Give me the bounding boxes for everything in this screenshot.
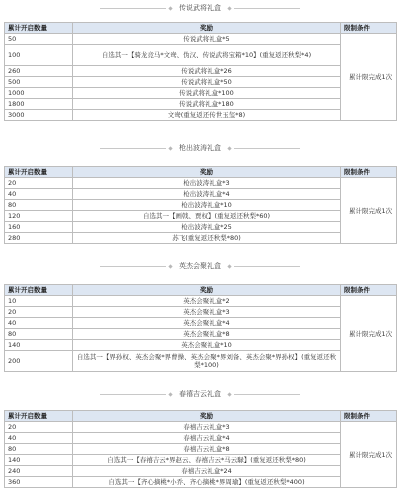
header-reward: 奖励: [73, 411, 341, 422]
section-title-text: 春禧吉云礼盒: [179, 390, 221, 398]
diamond-icon: [227, 264, 231, 268]
row-count: 3000: [5, 110, 73, 121]
row-reward: 英杰会聚礼盒*3: [73, 307, 341, 318]
row-reward: 英杰会聚礼盒*8: [73, 329, 341, 340]
row-reward: 自选其一【骑龙竞马*文鸯、伪汉、传说武将宝箱*10】(重复返还秋梨*4): [73, 45, 341, 66]
table-row: [5, 34, 397, 45]
title-divider-left: [100, 148, 166, 149]
row-reward: 传说武将礼盒*5: [73, 34, 341, 45]
header-reward: 奖励: [73, 167, 341, 178]
table-row: [5, 455, 397, 466]
row-reward: 枪出波涛礼盒*3: [73, 178, 341, 189]
row-count: 40: [5, 433, 73, 444]
title-divider-right: [234, 266, 300, 267]
row-reward: 枪出波涛礼盒*4: [73, 189, 341, 200]
diamond-icon: [168, 6, 172, 10]
row-count: 260: [5, 66, 73, 77]
row-reward: 春禧吉云礼盒*24: [73, 466, 341, 477]
row-count: 280: [5, 233, 73, 244]
section-title-text: 枪出波涛礼盒: [179, 144, 221, 152]
table-row: [5, 433, 397, 444]
row-count: 140: [5, 455, 73, 466]
row-count: 80: [5, 329, 73, 340]
limit-cell: 累计限完成1次: [341, 296, 397, 372]
table-header-row: [5, 285, 397, 296]
row-reward: 春禧吉云礼盒*8: [73, 444, 341, 455]
table-row: [5, 422, 397, 433]
table-row: [5, 340, 397, 351]
table-row: [5, 99, 397, 110]
row-reward: 自选其一【齐心摘桃*小乔、齐心摘桃*界周瑜】(重复返还秋梨*400): [73, 477, 341, 488]
row-count: 500: [5, 77, 73, 88]
reward-table: [4, 284, 397, 372]
row-reward: 英杰会聚礼盒*4: [73, 318, 341, 329]
table-header-row: [5, 411, 397, 422]
table-header-row: [5, 23, 397, 34]
section-title-text: 英杰会聚礼盒: [179, 262, 221, 270]
row-count: 80: [5, 200, 73, 211]
diamond-icon: [227, 146, 231, 150]
row-reward: 传说武将礼盒*50: [73, 77, 341, 88]
row-count: 140: [5, 340, 73, 351]
diamond-icon: [168, 392, 172, 396]
row-reward: 苏飞(重复返还秋梨*80): [73, 233, 341, 244]
table-row: [5, 88, 397, 99]
row-count: 40: [5, 189, 73, 200]
section-title: [4, 142, 396, 154]
limit-cell: 累计限完成1次: [341, 178, 397, 244]
table-row: [5, 222, 397, 233]
row-count: 160: [5, 222, 73, 233]
row-count: 80: [5, 444, 73, 455]
section-title: [4, 260, 396, 272]
diamond-icon: [168, 264, 172, 268]
row-count: 20: [5, 178, 73, 189]
table-row: [5, 477, 397, 488]
table-header-row: [5, 167, 397, 178]
row-reward: 传说武将礼盒*100: [73, 88, 341, 99]
row-reward: 自选其一【画戟、贾权】(重复返还秋梨*60): [73, 211, 341, 222]
row-reward: 传说武将礼盒*180: [73, 99, 341, 110]
table-row: [5, 296, 397, 307]
diamond-icon: [227, 392, 231, 396]
section-title-text: 传说武将礼盒: [179, 4, 221, 12]
reward-table: [4, 22, 397, 121]
row-reward: 枪出波涛礼盒*25: [73, 222, 341, 233]
row-count: 200: [5, 351, 73, 372]
title-divider-left: [100, 266, 166, 267]
row-count: 360: [5, 477, 73, 488]
header-count: 累计开启数量: [5, 23, 73, 34]
table-row: [5, 110, 397, 121]
diamond-icon: [227, 6, 231, 10]
header-reward: 奖励: [73, 23, 341, 34]
row-count: 100: [5, 45, 73, 66]
header-count: 累计开启数量: [5, 285, 73, 296]
table-row: [5, 200, 397, 211]
row-count: 40: [5, 318, 73, 329]
section-title: [4, 2, 396, 14]
title-divider-right: [234, 394, 300, 395]
title-divider-left: [100, 394, 166, 395]
table-row: [5, 189, 397, 200]
table-row: [5, 318, 397, 329]
reward-table: [4, 410, 397, 488]
row-reward: 文鸯(重复返还传世玉玺*8): [73, 110, 341, 121]
row-reward: 传说武将礼盒*26: [73, 66, 341, 77]
row-reward: 枪出波涛礼盒*10: [73, 200, 341, 211]
table-row: [5, 466, 397, 477]
row-reward: 英杰会聚礼盒*10: [73, 340, 341, 351]
row-count: 1000: [5, 88, 73, 99]
row-reward: 春禧吉云礼盒*4: [73, 433, 341, 444]
limit-cell: 累计限完成1次: [341, 34, 397, 121]
header-limit: 限制条件: [341, 167, 397, 178]
table-row: [5, 45, 397, 66]
header-count: 累计开启数量: [5, 167, 73, 178]
table-row: [5, 66, 397, 77]
title-divider-right: [234, 148, 300, 149]
row-reward: 自选其一【界孙权、英杰会聚*界曹操、英杰会聚*界刘备、英杰会聚*界孙权】(重复返还秋梨*100): [73, 351, 341, 372]
title-divider-left: [100, 8, 166, 9]
table-row: [5, 211, 397, 222]
header-reward: 奖励: [73, 285, 341, 296]
limit-cell: 累计限完成1次: [341, 422, 397, 488]
header-limit: 限制条件: [341, 285, 397, 296]
diamond-icon: [168, 146, 172, 150]
table-row: [5, 233, 397, 244]
title-divider-right: [234, 8, 300, 9]
table-row: [5, 444, 397, 455]
row-reward: 英杰会聚礼盒*2: [73, 296, 341, 307]
table-row: [5, 351, 397, 372]
table-row: [5, 77, 397, 88]
row-reward: 自选其一【春禧吉云*界赵云、春禧吉云*马云騄】(重复返还秋梨*80): [73, 455, 341, 466]
table-row: [5, 329, 397, 340]
header-count: 累计开启数量: [5, 411, 73, 422]
row-reward: 春禧吉云礼盒*3: [73, 422, 341, 433]
header-limit: 限制条件: [341, 23, 397, 34]
row-count: 50: [5, 34, 73, 45]
row-count: 10: [5, 296, 73, 307]
table-row: [5, 307, 397, 318]
section-title: [4, 388, 396, 400]
row-count: 20: [5, 307, 73, 318]
header-limit: 限制条件: [341, 411, 397, 422]
table-row: [5, 178, 397, 189]
row-count: 240: [5, 466, 73, 477]
row-count: 20: [5, 422, 73, 433]
row-count: 1800: [5, 99, 73, 110]
reward-table: [4, 166, 397, 244]
row-count: 120: [5, 211, 73, 222]
